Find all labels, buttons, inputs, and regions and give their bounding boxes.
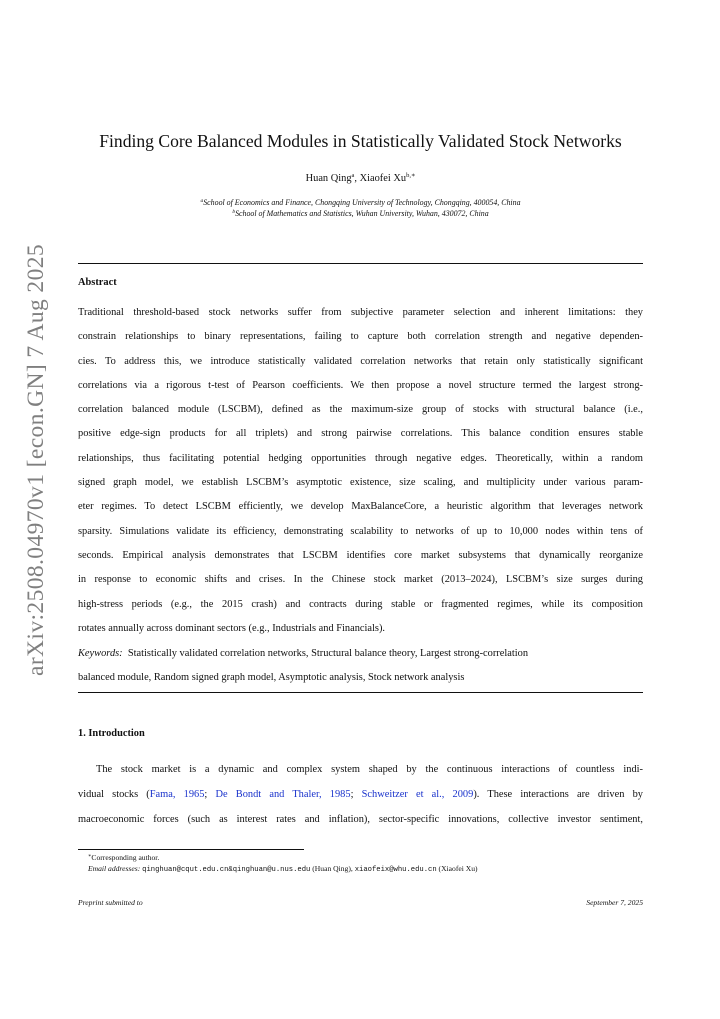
author-list [78, 172, 643, 186]
abstract-line: eter regimes. To detect LSCBM efficiently, we develop MaxBalanceCore, a heuristic algorithm that leverages network [78, 501, 643, 513]
footnote-text: Corresponding author. [91, 853, 160, 862]
introduction-text [78, 757, 643, 832]
affiliation-text: School of Economics and Finance, Chongqing University of Technology, Chongqing, 400054, China [203, 198, 521, 207]
abstract-line: high-stress periods (e.g., the 2015 crash) and contracts during stable or fragmented regimes, while its composition [78, 598, 643, 610]
abstract-text [78, 301, 643, 641]
email-label: Email addresses: [88, 864, 141, 873]
affiliation-mark: b [232, 209, 236, 215]
affiliation-mark: b,∗ [406, 172, 416, 179]
footnote-line [88, 852, 478, 863]
abstract-heading: Abstract [78, 277, 117, 288]
abstract-line: signed graph model, we establish LSCBM’s asymptotic existence, size scaling, and multiplicity under various param- [78, 477, 643, 489]
abstract-line: in response to economic shifts and crises. In the Chinese stock market (2013–2024), LSCBM’s size surges during [78, 574, 643, 586]
abstract-line: seconds. Empirical analysis demonstrates that LSCBM identifies core market subsystems that dynamically reorganize [78, 549, 643, 561]
affiliation-text: School of Mathematics and Statistics, Wuhan University, Wuhan, 430072, China [235, 209, 489, 218]
citation-link-fama[interactable]: Fama, 1965 [149, 789, 205, 800]
affiliation-line [78, 197, 643, 208]
abstract-line: Traditional threshold-based stock networks suffer from subjective parameter selection and inherent limitations: they [78, 307, 643, 318]
footer-date: September 7, 2025 [586, 898, 643, 907]
abstract-line: rotates annually across dominant sectors (e.g., Industrials and Financials). [78, 622, 386, 634]
intro-line: The stock market is a dynamic and complex system shaped by the continuous interactions of countless indi- [96, 764, 643, 775]
arxiv-identifier-stamp: arXiv:2508.04970v1 [econ.GN] 7 Aug 2025 [23, 243, 49, 676]
keywords-line [78, 642, 643, 666]
author-name: Xiaofei Xu [359, 173, 407, 184]
top-divider [78, 263, 643, 264]
intro-line [78, 782, 643, 807]
abstract-line: positive edge-sign products for all triplets) and strong pairwise correlations. This balance condition ensures stable [78, 428, 643, 440]
keywords-text: Statistically validated correlation networks, Structural balance theory, Largest strong-correlation [127, 648, 529, 659]
citation-separator: ; [350, 789, 362, 800]
abstract-line: correlation balanced module (LSCBM), defined as the maximum-size group of stocks with structural balance (i.e., [78, 404, 643, 416]
section-heading-introduction: 1. Introduction [78, 728, 145, 739]
author-separator: , [354, 173, 360, 184]
abstract-line: correlations via a rigorous t-test of Pearson coefficients. We then propose a novel structure termed the largest strong- [78, 379, 643, 391]
intro-text: ). These interactions are driven by [473, 789, 643, 800]
author-name: Huan Qing [305, 173, 352, 184]
keywords-label: Keywords: [78, 648, 123, 659]
abstract-line: constrain relationships to binary representations, failing to capture both correlation strength and negative dependen- [78, 331, 643, 343]
footnote [88, 852, 478, 876]
citation-link-de-bondt[interactable]: De Bondt and Thaler, 1985 [215, 789, 351, 800]
abstract-line: sparsity. Simulations validate its efficiency, demonstrating scalability to networks of up to 10,000 nodes within tens of [78, 525, 643, 537]
email-owner: (Huan Qing), [312, 864, 353, 873]
citation-link-schweitzer[interactable]: Schweitzer et al., 2009 [361, 789, 474, 800]
intro-line: macroeconomic forces (such as interest rates and inflation), sector-specific innovations, collective investor sentiment, [78, 814, 643, 825]
abstract-bottom-divider [78, 692, 643, 693]
affiliation-mark: a [351, 172, 355, 179]
paper-title: Finding Core Balanced Modules in Statistically Validated Stock Networks [99, 131, 622, 151]
keywords-block [78, 642, 643, 690]
affiliations [78, 197, 643, 219]
affiliation-mark: a [200, 198, 204, 204]
footnote-mark: ∗ [88, 854, 92, 859]
email-owner: (Xiaofei Xu) [438, 864, 478, 873]
footnote-divider [78, 849, 304, 850]
affiliation-line [78, 208, 643, 219]
email-address[interactable]: qinghuan@cqut.edu.cn&qinghuan@u.nus.edu [142, 866, 311, 874]
footer-preprint-note: Preprint submitted to [78, 898, 143, 907]
citation-separator: ; [204, 789, 216, 800]
intro-text: vidual stocks ( [78, 789, 150, 800]
email-address[interactable]: xiaofeix@whu.edu.cn [354, 866, 437, 874]
keywords-line: balanced module, Random signed graph model, Asymptotic analysis, Stock network analysis [78, 672, 465, 683]
abstract-line: relationships, thus facilitating potential hedging opportunities through negative edges. Theoretically, within a random [78, 452, 643, 464]
footnote-line [88, 863, 478, 876]
abstract-line: cies. To address this, we introduce statistically validated correlation networks that retain only statistically significant [78, 355, 643, 367]
